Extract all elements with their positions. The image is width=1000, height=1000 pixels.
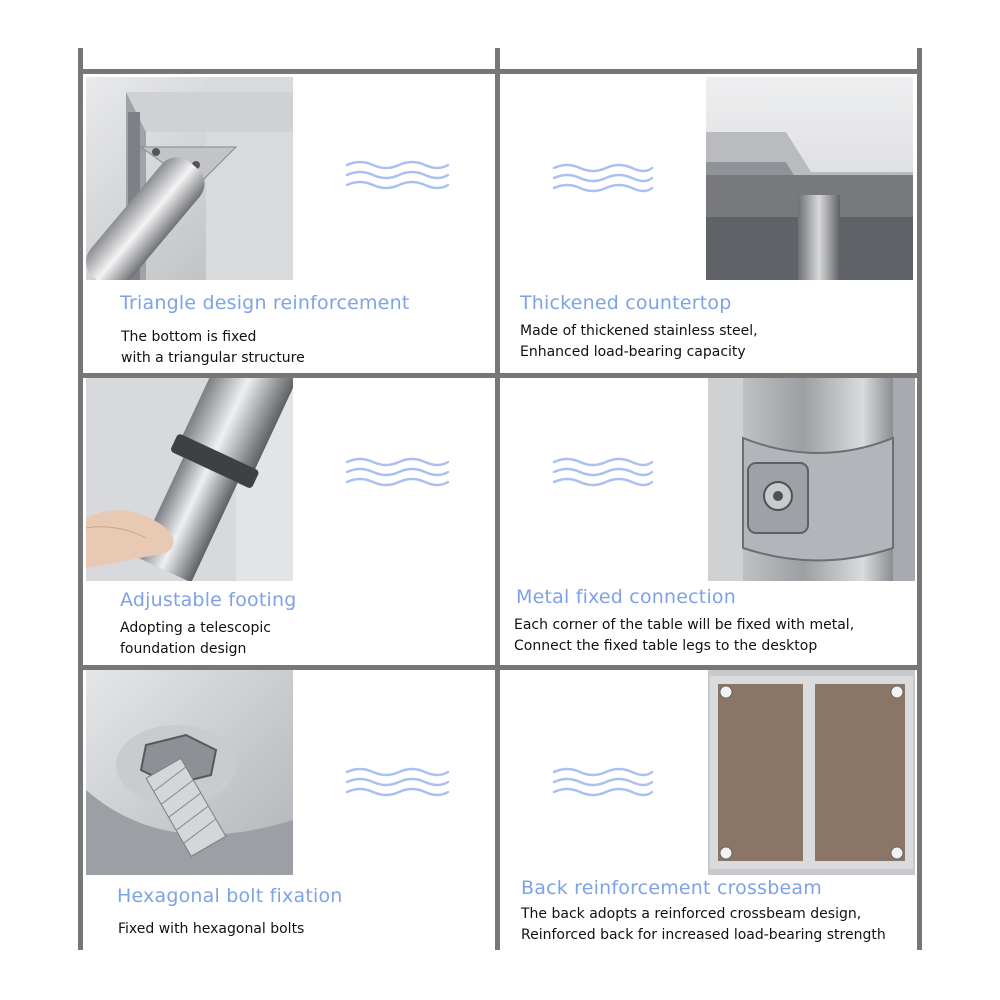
feature-description-line: Reinforced back for increased load-bearing strength <box>521 927 886 943</box>
feature-description <box>120 618 271 660</box>
feature-description-line: Adopting a telescopic <box>120 620 271 636</box>
feature-description <box>118 919 304 940</box>
wave-decoration <box>552 766 654 800</box>
feature-description-line: Fixed with hexagonal bolts <box>118 921 305 937</box>
feature-description <box>514 615 854 657</box>
feature-description-line: Connect the fixed table legs to the desktop <box>514 638 818 654</box>
wave-decoration <box>345 456 450 490</box>
wave-decoration <box>552 456 654 490</box>
feature-title: Triangle design reinforcement <box>120 292 410 314</box>
grid-line-right <box>917 48 922 950</box>
adjustable-foot-photo <box>86 378 293 581</box>
wave-decoration <box>552 162 654 196</box>
feature-card-hex-bolt <box>83 670 495 950</box>
feature-title: Thickened countertop <box>520 292 732 314</box>
feature-card-crossbeam <box>500 670 917 950</box>
hex-bolt-photo <box>86 670 293 875</box>
wave-decoration <box>345 766 450 800</box>
wave-decoration <box>345 159 450 193</box>
feature-description <box>520 321 758 363</box>
feature-description <box>521 904 886 946</box>
feature-title: Hexagonal bolt fixation <box>117 885 343 907</box>
feature-title: Adjustable footing <box>120 589 297 611</box>
feature-description-line: foundation design <box>120 641 247 657</box>
feature-description-line: The back adopts a reinforced crossbeam design, <box>521 906 862 922</box>
feature-description-line: Each corner of the table will be fixed with metal, <box>514 617 855 633</box>
feature-card-footing <box>83 378 495 665</box>
feature-grid <box>78 48 922 950</box>
triangle-corner-bracket-photo <box>86 77 293 280</box>
feature-description-line: Made of thickened stainless steel, <box>520 323 758 339</box>
feature-card-metal-connection <box>500 378 917 665</box>
feature-description-line: with a triangular structure <box>121 350 305 366</box>
feature-description-line: Enhanced load-bearing capacity <box>520 344 746 360</box>
feature-title: Metal fixed connection <box>516 586 736 608</box>
thick-countertop-edge-photo <box>706 77 913 280</box>
crossbeam-underside-photo <box>708 670 915 875</box>
feature-title: Back reinforcement crossbeam <box>521 877 822 899</box>
metal-clamp-photo <box>708 378 915 581</box>
feature-description-line: The bottom is fixed <box>121 329 257 345</box>
feature-description <box>121 327 305 369</box>
feature-card-triangle <box>83 74 495 373</box>
feature-card-countertop <box>500 74 917 373</box>
